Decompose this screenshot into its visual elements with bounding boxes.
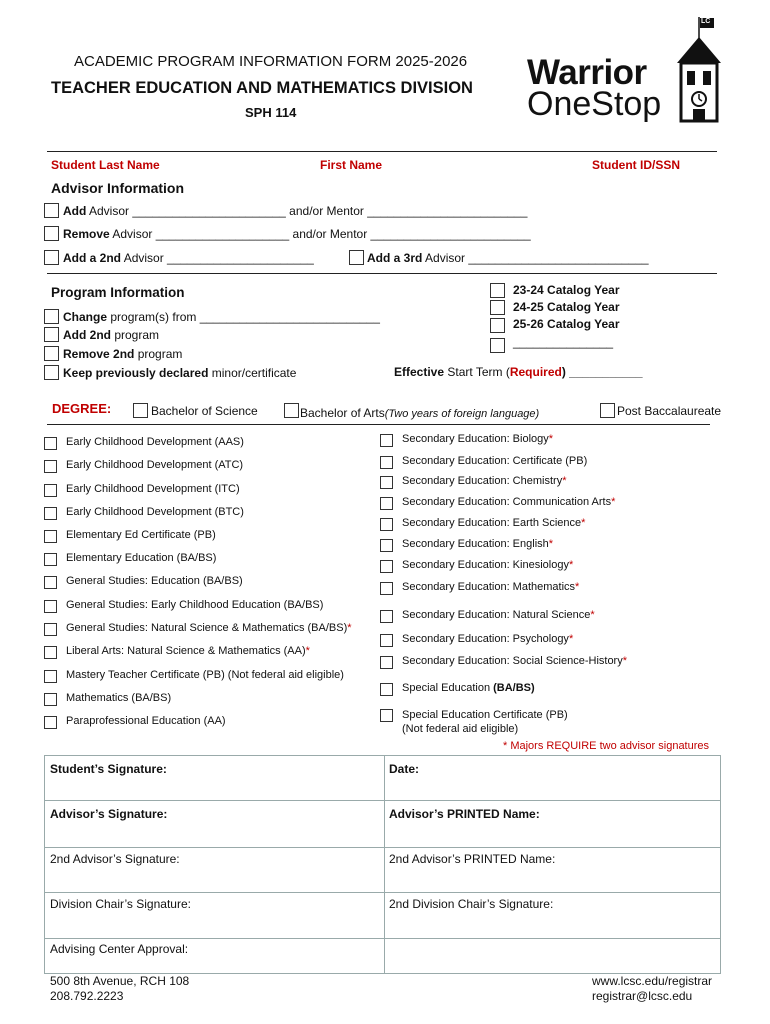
date-field[interactable]: Date: (389, 762, 420, 776)
remove-advisor-checkbox[interactable] (44, 226, 59, 241)
program-right-10-star: * (622, 655, 628, 667)
remove-advisor-text (63, 227, 531, 241)
add-3rd-advisor-text (367, 251, 649, 265)
add-2nd-program-rest: program (111, 328, 160, 342)
student-last-name-label: Student Last Name (51, 158, 160, 172)
catalog-2324-label: 23-24 Catalog Year (513, 283, 620, 297)
student-signature-field[interactable]: Student’s Signature: (50, 762, 167, 776)
advising-center-approval-field[interactable]: Advising Center Approval: (50, 942, 189, 956)
program-right-5-label (402, 538, 553, 550)
program-left-5-label (66, 552, 216, 564)
program-left-11-text: Mathematics (BA/BS) (66, 692, 172, 704)
program-right-0-star: * (548, 433, 554, 445)
program-right-8-text: Secondary Education: Natural Science (402, 609, 591, 621)
program-right-12-checkbox[interactable] (380, 709, 393, 722)
program-left-0-checkbox[interactable] (44, 437, 57, 450)
program-right-9-text: Secondary Education: Psychology (402, 633, 569, 645)
remove-2nd-program-text (63, 347, 182, 361)
program-right-5-star: * (548, 538, 554, 550)
add-2nd-advisor-bold: Add a 2nd (63, 251, 122, 265)
program-left-7-text: General Studies: Early Childhood Education (BA/BS) (66, 599, 324, 611)
program-left-11-label (66, 692, 171, 704)
add-2nd-advisor-rest: Advisor ______________________ (121, 251, 314, 265)
program-left-0-text: Early Childhood Development (AAS) (66, 436, 244, 448)
warrior-onestop-logo (527, 18, 711, 125)
program-left-9-checkbox[interactable] (44, 646, 57, 659)
program-right-10-checkbox[interactable] (380, 656, 393, 669)
effective-mid: Start Term ( (444, 365, 510, 379)
degree-divider (47, 424, 710, 425)
advisor2-printed-name-field[interactable]: 2nd Advisor’s PRINTED Name: (389, 852, 556, 866)
program-right-6-star: * (568, 559, 574, 571)
program-left-9-label (66, 645, 310, 657)
program-right-4-label (402, 517, 585, 529)
program-left-3-label (66, 506, 244, 518)
tower-icon (667, 15, 727, 125)
catalog-2425-label: 24-25 Catalog Year (513, 300, 620, 314)
program-left-4-label (66, 529, 216, 541)
remove-2nd-program-rest: program (134, 347, 183, 361)
ba-note: (Two years of foreign language) (384, 408, 540, 420)
division-chair2-signature-field[interactable]: 2nd Division Chair’s Signature: (389, 897, 554, 911)
pb-label: Post Baccalaureate (617, 404, 722, 418)
program-left-12-label (66, 715, 226, 727)
change-program-checkbox[interactable] (44, 309, 59, 324)
first-name-label: First Name (320, 158, 383, 172)
special-ed-degree-bold: (BA/BS) (493, 682, 535, 694)
footer-website-link[interactable]: www.lcsc.edu/registrar (592, 974, 713, 988)
program-left-8-star: * (347, 622, 352, 634)
add-2nd-advisor-text (63, 251, 314, 265)
catalog-other-checkbox[interactable] (490, 338, 505, 353)
advisor-section-divider (47, 273, 717, 274)
majors-note: * Majors REQUIRE two advisor signatures (503, 740, 710, 752)
program-left-8-checkbox[interactable] (44, 623, 57, 636)
keep-minor-text (63, 366, 296, 380)
program-right-9-checkbox[interactable] (380, 634, 393, 647)
program-right-8-checkbox[interactable] (380, 610, 393, 623)
program-right-5-checkbox[interactable] (380, 539, 393, 552)
program-left-9-star: * (305, 645, 310, 657)
program-right-4-text: Secondary Education: Earth Science (402, 517, 582, 529)
advisor-signature-field[interactable]: Advisor’s Signature: (50, 807, 168, 821)
program-right-2-label (402, 475, 566, 487)
logo-text-onestop: OneStop (527, 85, 662, 123)
program-left-2-text: Early Childhood Development (ITC) (66, 483, 240, 495)
program-right-5-text: Secondary Education: English (402, 538, 549, 550)
program-left-3-text: Early Childhood Development (BTC) (66, 506, 244, 518)
add-3rd-advisor-checkbox[interactable] (349, 250, 364, 265)
program-right-0-text: Secondary Education: Biology (402, 433, 549, 445)
program-right-3-label (402, 496, 615, 508)
program-left-4-text: Elementary Ed Certificate (PB) (66, 529, 216, 541)
program-right-11-label (402, 682, 535, 694)
room-number: SPH 114 (245, 105, 297, 120)
student-info-line (47, 151, 717, 152)
program-left-7-checkbox[interactable] (44, 600, 57, 613)
program-right-4-star: * (581, 517, 586, 529)
add-advisor-checkbox[interactable] (44, 203, 59, 218)
signature-row-divider-3 (44, 892, 720, 893)
bs-label: Bachelor of Science (151, 404, 258, 418)
division-chair-signature-field[interactable]: Division Chair’s Signature: (50, 897, 191, 911)
program-info-heading: Program Information (51, 285, 185, 300)
add-2nd-advisor-checkbox[interactable] (44, 250, 59, 265)
effective-term-text (394, 365, 643, 379)
add-3rd-advisor-rest: Advisor ___________________________ (422, 251, 649, 265)
program-left-6-checkbox[interactable] (44, 576, 57, 589)
change-program-text (63, 310, 380, 324)
program-left-7-label (66, 599, 323, 611)
program-right-6-label (402, 559, 573, 571)
program-left-10-checkbox[interactable] (44, 670, 57, 683)
logo-text-warrior: Warrior (527, 53, 647, 92)
program-left-5-checkbox[interactable] (44, 553, 57, 566)
advisor-printed-name-field[interactable]: Advisor’s PRINTED Name: (389, 807, 540, 821)
change-program-rest: program(s) from ___________________________ (107, 310, 380, 324)
signature-row-divider-1 (44, 800, 720, 801)
program-left-6-label (66, 575, 243, 587)
program-right-10-text: Secondary Education: Social Science-History (402, 655, 623, 667)
program-right-6-text: Secondary Education: Kinesiology (402, 559, 569, 571)
keep-minor-rest: minor/certificate (208, 366, 297, 380)
program-right-3-text: Secondary Education: Communication Arts (402, 496, 612, 508)
remove-2nd-program-checkbox[interactable] (44, 346, 59, 361)
advisor-info-heading: Advisor Information (51, 180, 185, 196)
catalog-2425-checkbox[interactable] (490, 300, 505, 315)
effective-required: Required (509, 365, 562, 379)
program-right-0-label (402, 433, 553, 445)
program-right-12-label (402, 708, 568, 736)
form-title: ACADEMIC PROGRAM INFORMATION FORM 2025-2026 (74, 53, 468, 70)
program-left-2-checkbox[interactable] (44, 484, 57, 497)
program-left-11-checkbox[interactable] (44, 693, 57, 706)
catalog-2526-label: 25-26 Catalog Year (513, 317, 620, 331)
program-right-1-label (402, 455, 587, 467)
catalog-other-blank: _______________ (513, 335, 614, 349)
effective-end: ) ___________ (561, 365, 643, 379)
ba-label: Bachelor of Arts (300, 406, 385, 420)
program-left-10-text: Mastery Teacher Certificate (PB) (Not federal aid eligible) (66, 669, 344, 681)
program-right-11-text: Special Education (402, 682, 491, 694)
add-3rd-advisor-bold: Add a 3rd (367, 251, 423, 265)
logo-flag-text: LC (701, 18, 711, 25)
program-left-4-checkbox[interactable] (44, 530, 57, 543)
program-left-6-text: General Studies: Education (BA/BS) (66, 575, 243, 587)
program-left-2-label (66, 483, 240, 495)
catalog-2324-checkbox[interactable] (490, 283, 505, 298)
signature-row-divider-2 (44, 847, 720, 848)
add-advisor-rest: Advisor _______________________ and/or Mentor ________________________ (86, 204, 528, 218)
ba-checkbox[interactable] (284, 403, 299, 418)
program-right-3-checkbox[interactable] (380, 497, 393, 510)
program-right-0-checkbox[interactable] (380, 434, 393, 447)
effective-bold: Effective (394, 365, 445, 379)
program-right-11-checkbox[interactable] (380, 683, 393, 696)
add-2nd-program-bold: Add 2nd (63, 328, 111, 342)
add-advisor-bold: Add (63, 204, 87, 218)
program-right-3-star: * (611, 496, 616, 508)
program-right-2-text: Secondary Education: Chemistry (402, 475, 563, 487)
program-left-1-checkbox[interactable] (44, 460, 57, 473)
program-right-4-checkbox[interactable] (380, 518, 393, 531)
program-left-8-label (66, 622, 352, 634)
signature-row-divider-4 (44, 938, 720, 939)
division-title: TEACHER EDUCATION AND MATHEMATICS DIVISION (51, 79, 473, 97)
student-id-label: Student ID/SSN (592, 158, 681, 172)
remove-advisor-rest: Advisor ____________________ and/or Mentor ________________________ (109, 227, 531, 241)
program-right-8-star: * (590, 609, 595, 621)
ba-text (300, 404, 539, 422)
footer-email-link[interactable]: registrar@lcsc.edu (592, 989, 693, 1003)
program-right-7-checkbox[interactable] (380, 582, 393, 595)
keep-minor-checkbox[interactable] (44, 365, 59, 380)
program-left-1-label (66, 459, 243, 471)
advisor2-signature-field[interactable]: 2nd Advisor’s Signature: (50, 852, 180, 866)
degree-label: DEGREE: (52, 401, 112, 416)
add-2nd-program-checkbox[interactable] (44, 327, 59, 342)
footer-address: 500 8th Avenue, RCH 108 (50, 974, 190, 988)
remove-2nd-program-bold: Remove 2nd (63, 347, 135, 361)
program-right-9-label (402, 633, 573, 645)
program-right-1-text: Secondary Education: Certificate (PB) (402, 455, 588, 467)
program-left-1-text: Early Childhood Development (ATC) (66, 459, 244, 471)
program-right-2-checkbox[interactable] (380, 476, 393, 489)
program-right-7-label (402, 581, 579, 593)
program-right-1-checkbox[interactable] (380, 456, 393, 469)
program-left-8-text: General Studies: Natural Science & Mathematics (BA/BS) (66, 622, 348, 634)
program-left-12-checkbox[interactable] (44, 716, 57, 729)
change-program-bold: Change (63, 310, 108, 324)
program-left-0-label (66, 436, 244, 448)
pb-checkbox[interactable] (600, 403, 615, 418)
program-right-9-star: * (568, 633, 574, 645)
program-left-9-text: Liberal Arts: Natural Science & Mathematics (AA) (66, 645, 306, 657)
catalog-2526-checkbox[interactable] (490, 318, 505, 333)
program-right-6-checkbox[interactable] (380, 560, 393, 573)
special-ed-cert-note: (Not federal aid eligible) (402, 723, 519, 735)
signature-table-col-divider (384, 755, 385, 973)
program-right-7-star: * (575, 581, 580, 593)
keep-minor-bold: Keep previously declared (63, 366, 209, 380)
program-right-7-text: Secondary Education: Mathematics (402, 581, 576, 593)
bs-checkbox[interactable] (133, 403, 148, 418)
program-right-2-star: * (562, 475, 567, 487)
program-left-5-text: Elementary Education (BA/BS) (66, 552, 217, 564)
footer-phone: 208.792.2223 (50, 989, 124, 1003)
program-left-3-checkbox[interactable] (44, 507, 57, 520)
add-advisor-text (63, 204, 527, 218)
remove-advisor-bold: Remove (63, 227, 110, 241)
add-2nd-program-text (63, 328, 159, 342)
program-left-12-text: Paraprofessional Education (AA) (66, 715, 226, 727)
program-right-12-text: Special Education Certificate (PB) (402, 709, 568, 721)
program-right-8-label (402, 609, 595, 621)
program-right-10-label (402, 655, 627, 667)
program-left-10-label (66, 669, 344, 681)
